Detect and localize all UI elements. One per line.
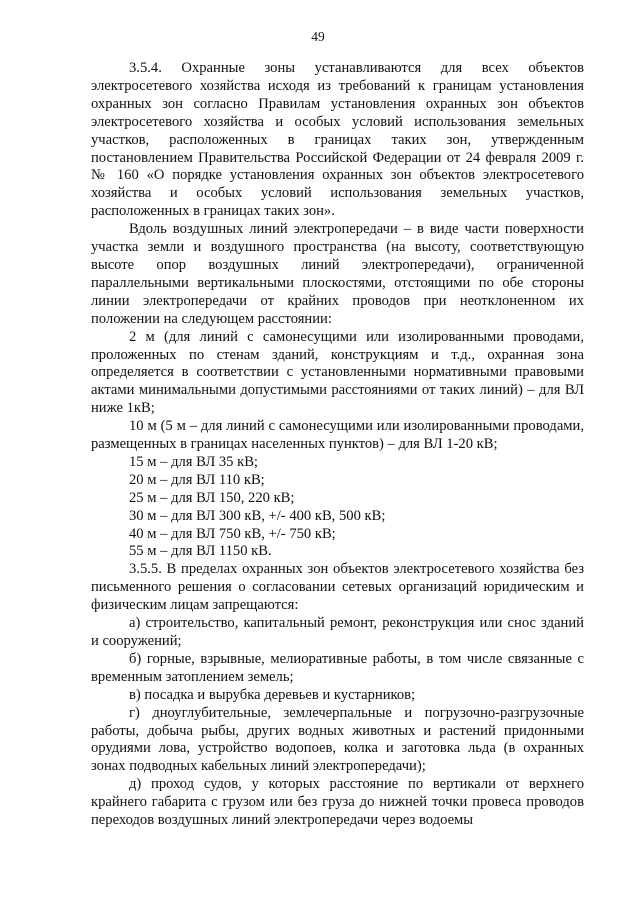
page-number: 49 xyxy=(311,29,325,44)
list-item: 25 м – для ВЛ 150, 220 кВ; xyxy=(129,489,295,506)
document-body xyxy=(91,60,584,830)
paragraph-overhead-lines: Вдоль воздушных линий электропередачи – в виде части поверхности участка земли и воздушного пространства (на высоту, соответствующую высоте опор воздушных линий электропередачи), ограниченной параллельными вертикальными плоскостями, отстоящими по обе стороны линии электропередачи от крайних проводов при неотклоненном их положении на следующем расстоянии: xyxy=(91,221,584,327)
paragraph-3-5-5: 3.5.5. В пределах охранных зон объектов электросетевого хозяйства без письменного решения о согласовании сетевых организаций юридическим и физическим лицам запрещаются: xyxy=(91,561,584,614)
paragraph-10m: 10 м (5 м – для линий с самонесущими или изолированными проводами, размещенных в границах населенных пунктов) – для ВЛ 1-20 кВ; xyxy=(91,418,584,453)
distance-list xyxy=(91,454,584,561)
list-item: 15 м – для ВЛ 35 кВ; xyxy=(129,453,258,470)
paragraph-2m: 2 м (для линий с самонесущими или изолированными проводами, проложенных по стенам зданий, конструкциям и т.д., охранная зона определяется в соответствии с установленными нормативными правовыми актами минимальными допустимыми расстояниями от таких линий) – для ВЛ ниже 1кВ; xyxy=(91,328,584,417)
paragraph-item-v: в) посадка и вырубка деревьев и кустарников; xyxy=(129,686,416,703)
list-item: 30 м – для ВЛ 300 кВ, +/- 400 кВ, 500 кВ; xyxy=(129,507,386,524)
list-item: 20 м – для ВЛ 110 кВ; xyxy=(129,471,265,488)
paragraph-item-b: б) горные, взрывные, мелиоративные работы, в том числе связанные с временным затоплением земель; xyxy=(91,650,584,685)
list-item: 55 м – для ВЛ 1150 кВ. xyxy=(129,543,272,560)
list-item: 40 м – для ВЛ 750 кВ, +/- 750 кВ; xyxy=(129,525,336,542)
paragraph-3-5-4: 3.5.4. Охранные зоны устанавливаются для всех объектов электросетевого хозяйства исходя из требований к границам установления охранных зон согласно Правилам установления охранных зон объектов электросетевого хозяйства и особых условий использования земельных участков, расположенных в границах таких зон, утвержденным постановлением Правительства Российской Федерации от 24 февраля 2009 г. № 160 «О порядке установления охранных зон объектов электросетевого хозяйства и особых условий использования земельных участков, расположенных в границах таких зон». xyxy=(91,60,584,220)
paragraph-item-d: д) проход судов, у которых расстояние по вертикали от верхнего крайнего габарита с грузом или без груза до нижней точки провеса проводов переходов воздушных линий электропередачи через водоемы xyxy=(91,776,584,829)
paragraph-item-a: а) строительство, капитальный ремонт, реконструкция или снос зданий и сооружений; xyxy=(91,615,584,649)
paragraph-item-g: г) дноуглубительные, землечерпальные и погрузочно-разгрузочные работы, добыча рыбы, других водных животных и растений придонными орудиями лова, устройство водопоев, колка и заготовка льда (в охранных зонах подводных кабельных линий электропередачи); xyxy=(91,704,584,775)
